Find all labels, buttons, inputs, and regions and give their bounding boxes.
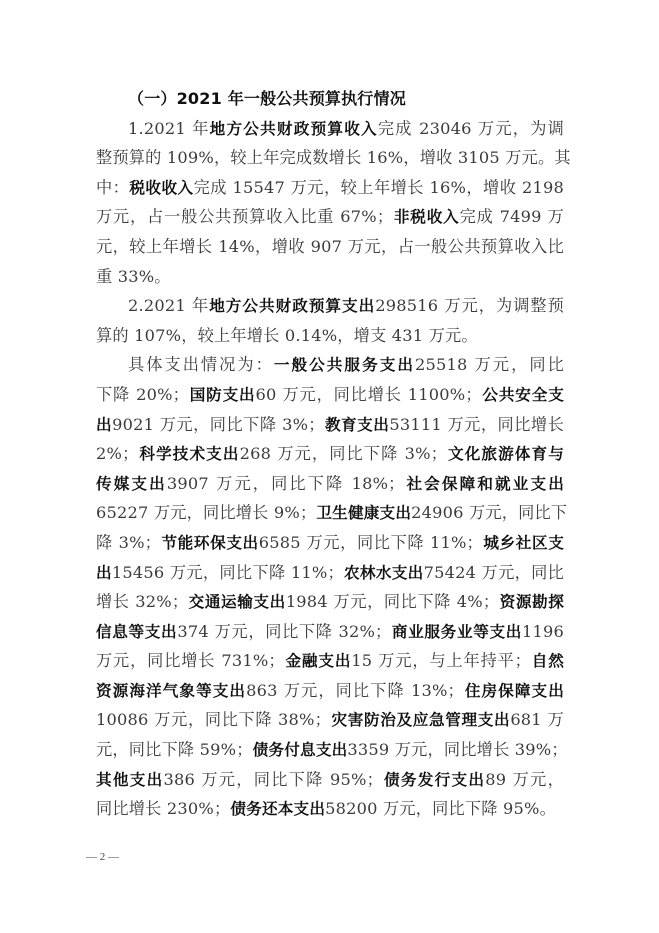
text-line: 资源海洋气象等支出863 万元，同比下降 13%；住房保障支出	[96, 680, 565, 700]
text-line: 下降 20%；国防支出60 万元，同比增长 1100%；公共安全支	[96, 384, 564, 404]
text-line: 2%；科学技术支出268 万元，同比下降 3%；文化旅游体育与	[96, 444, 565, 464]
text-line: 算的 107%，较上年增长 0.14%，增支 431 万元。	[96, 325, 478, 345]
text-line: 万元，占一般公共预算收入比重 67%；非税收入完成 7499 万	[96, 207, 564, 227]
section-heading: （一）2021 年一般公共预算执行情况	[128, 89, 406, 108]
revenue-paragraph	[96, 114, 571, 292]
text-line: 元，同比下降 59%；债务付息支出3359 万元，同比增长 39%；	[96, 740, 568, 760]
text-line: 2.2021 年地方公共财政预算支出298516 万元，为调整预	[128, 296, 564, 316]
text-line: 65227 万元，同比增长 9%；卫生健康支出24906 万元，同比下	[96, 503, 568, 523]
text-line: 其他支出386 万元，同比下降 95%；债务发行支出89 万元，	[96, 769, 564, 789]
text-line: 同比增长 230%；债务还本支出58200 万元，同比下降 95%。	[96, 799, 557, 819]
text-line: 具体支出情况为：一般公共服务支出25518 万元，同比	[128, 355, 565, 375]
details-paragraph	[96, 350, 568, 824]
text-line: 出15456 万元，同比下降 11%；农林水支出75424 万元，同比	[96, 562, 564, 582]
text-line: 降 3%；节能环保支出6585 万元，同比下降 11%；城乡社区支	[96, 532, 564, 552]
expenditure-paragraph	[96, 291, 564, 350]
text-line: 出9021 万元，同比下降 3%；教育支出53111 万元，同比增长	[96, 414, 564, 434]
text-line: 万元，同比增长 731%；金融支出15 万元，与上年持平；自然	[96, 651, 564, 671]
text-line: 10086 万元，同比下降 38%；灾害防治及应急管理支出681 万	[96, 710, 565, 730]
document-page	[96, 84, 571, 824]
text-line: 信息等支出374 万元，同比下降 32%；商业服务业等支出1196	[96, 621, 564, 641]
page-number: — 2 —	[86, 851, 119, 863]
text-line: 中：税收收入完成 15547 万元，较上年增长 16%，增收 2198	[96, 177, 564, 197]
text-line: 传媒支出3907 万元，同比下降 18%；社会保障和就业支出	[96, 473, 564, 493]
text-line: 增长 32%；交通运输支出1984 万元，同比下降 4%；资源勘探	[96, 592, 564, 612]
text-line: 1.2021 年地方公共财政预算收入完成 23046 万元，为调	[128, 118, 564, 138]
text-line: 元，较上年增长 14%，增收 907 万元，占一般公共预算收入比	[96, 236, 564, 256]
text-line: 整预算的 109%，较上年完成数增长 16%，增收 3105 万元。其	[96, 148, 571, 168]
text-line: 重 33%。	[96, 266, 171, 286]
